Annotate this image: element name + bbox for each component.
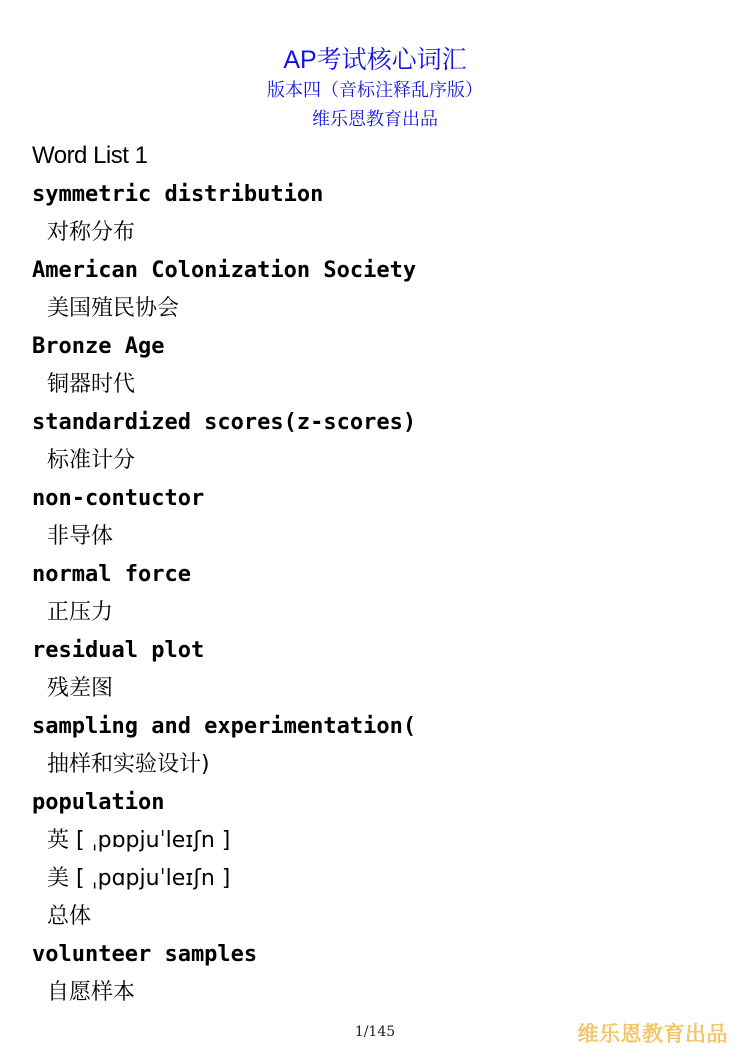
- vocab-definition: 非导体: [47, 524, 114, 549]
- vocab-definition: 抽样和实验设计): [47, 752, 210, 777]
- vocab-definition: 对称分布: [47, 220, 136, 245]
- vocab-definition: 铜器时代: [47, 372, 136, 397]
- document-subtitle: 版本四（音标注释乱序版）: [267, 80, 483, 101]
- vocab-entry: [32, 556, 732, 632]
- publisher-watermark: 维乐恩教育出品: [577, 1022, 728, 1046]
- vocab-term: residual plot: [32, 638, 205, 663]
- vocab-entry: [32, 404, 732, 480]
- vocab-definition: 美国殖民协会: [47, 296, 180, 321]
- vocabulary-list: [32, 176, 732, 1012]
- vocab-entry: [32, 708, 732, 784]
- vocab-definition: 总体: [47, 904, 92, 929]
- vocab-entry: [32, 936, 732, 1012]
- vocab-entry: [32, 176, 732, 252]
- vocab-term: Bronze Age: [32, 334, 165, 359]
- vocab-term: sampling and experimentation(: [32, 714, 417, 739]
- page-number: 1/145: [354, 1024, 396, 1040]
- vocab-definition: 残差图: [47, 676, 114, 701]
- vocab-definition: 标准计分: [47, 448, 136, 473]
- vocab-entry: [32, 252, 732, 328]
- vocab-term: symmetric distribution: [32, 182, 324, 207]
- vocab-definition: 英 [ ˌpɒpjuˈleɪʃn ]: [47, 828, 231, 853]
- vocab-entry: [32, 328, 732, 404]
- publisher-line: 维乐恩教育出品: [312, 109, 438, 130]
- vocab-entry: [32, 632, 732, 708]
- vocab-definition: 美 [ ˌpɑpjuˈleɪʃn ]: [47, 866, 231, 891]
- vocab-entry: [32, 784, 732, 936]
- vocab-term: standardized scores(z-scores): [32, 410, 417, 435]
- vocab-term: American Colonization Society: [32, 258, 417, 283]
- vocab-term: normal force: [32, 562, 191, 587]
- word-list-heading: Word List 1: [32, 142, 148, 169]
- vocab-entry: [32, 480, 732, 556]
- vocab-term: volunteer samples: [32, 942, 258, 967]
- vocab-definition: 自愿样本: [47, 980, 136, 1005]
- vocab-definition: 正压力: [47, 600, 114, 625]
- document-title: AP考试核心词汇: [283, 46, 467, 74]
- vocab-term: non-contuctor: [32, 486, 205, 511]
- vocab-term: population: [32, 790, 165, 815]
